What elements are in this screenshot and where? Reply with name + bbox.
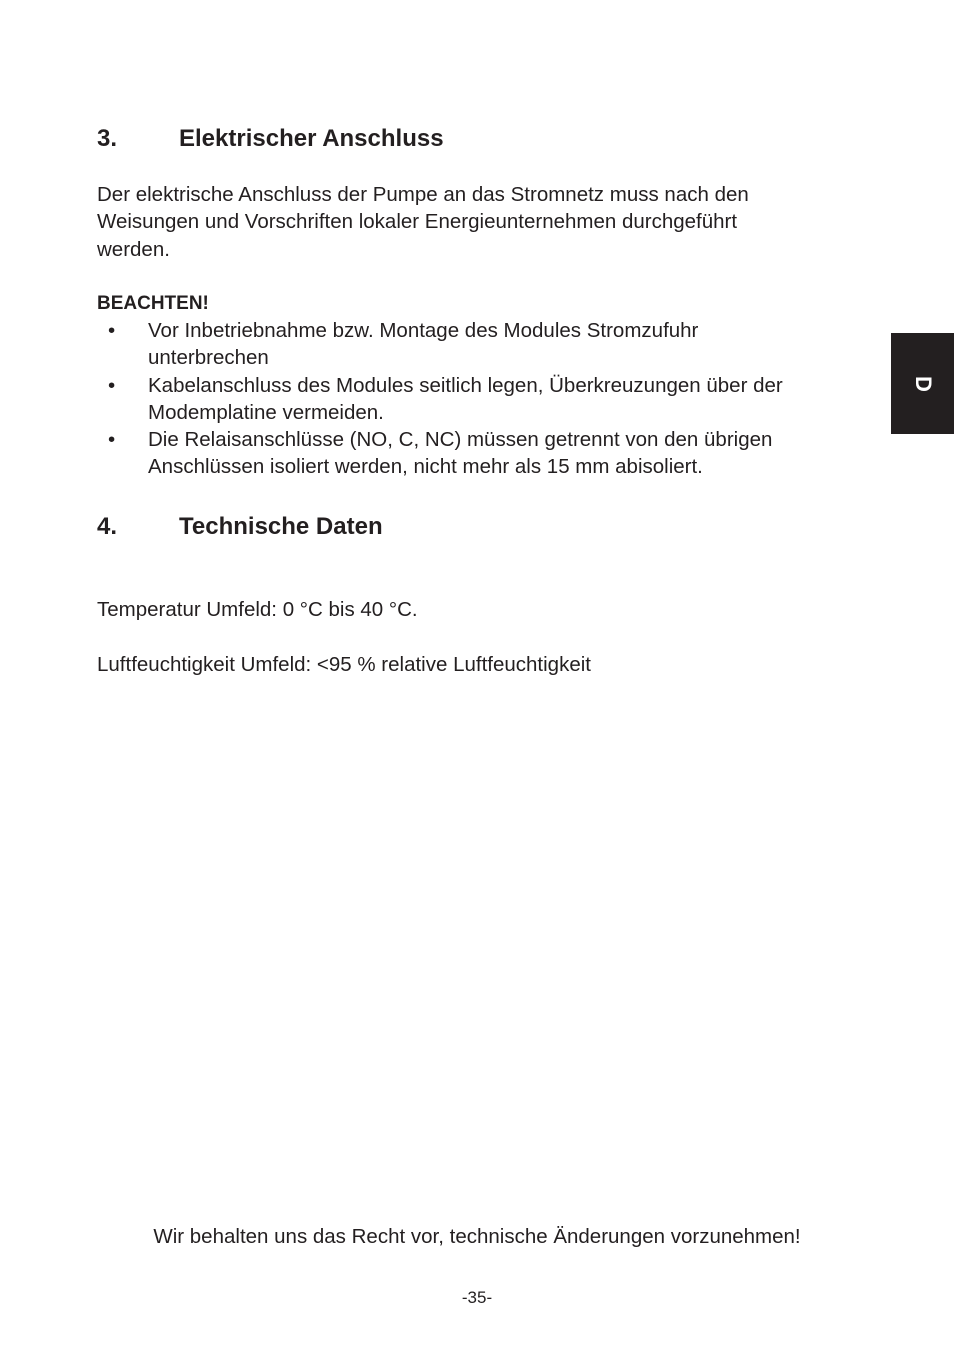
paragraph-line: werden. — [97, 237, 170, 261]
bullet-icon: • — [108, 428, 116, 452]
section-3-paragraph — [97, 181, 749, 263]
bullet-icon: • — [108, 373, 116, 397]
disclaimer-text: Wir behalten uns das Recht vor, technische Änderungen vorzunehmen! — [153, 1225, 801, 1248]
list-item-line: Kabelanschluss des Modules seitlich legen, Überkreuzungen über der — [148, 373, 783, 397]
paragraph-line: Der elektrische Anschluss der Pumpe an das Stromnetz muss nach den — [97, 183, 749, 206]
section-3-title: Elektrischer Anschluss — [179, 125, 444, 152]
section-3-number: 3. — [97, 125, 118, 152]
section-4-heading — [97, 512, 383, 542]
paragraph-line: Weisungen und Vorschriften lokaler Energieunternehmen durchgeführt — [97, 210, 738, 234]
list-item-line: Anschlüssen isoliert werden, nicht mehr als 15 mm abisoliert. — [148, 455, 703, 479]
page-number: -35- — [461, 1288, 493, 1307]
section-4-number: 4. — [97, 513, 118, 540]
list-item — [97, 426, 783, 481]
note-label: BEACHTEN! — [97, 293, 209, 314]
list-item-line: Vor Inbetriebnahme bzw. Montage des Modules Stromzufuhr — [148, 319, 699, 342]
language-tab — [891, 333, 954, 434]
list-item — [97, 372, 783, 427]
humidity-spec: Luftfeuchtigkeit Umfeld: <95 % relative Luftfeuchtigkeit — [97, 653, 591, 676]
list-item-line: unterbrechen — [148, 346, 269, 370]
temperature-spec: Temperatur Umfeld: 0 °C bis 40 °C. — [97, 598, 418, 621]
section-4-title: Technische Daten — [179, 513, 383, 540]
bullet-icon: • — [108, 319, 116, 342]
list-item-line: Die Relaisanschlüsse (NO, C, NC) müssen getrennt von den übrigen — [148, 428, 773, 452]
note-bullet-list — [97, 317, 783, 481]
section-3-heading — [97, 124, 444, 154]
list-item — [97, 317, 783, 372]
language-tab-label: D — [910, 375, 936, 392]
list-item-line: Modemplatine vermeiden. — [148, 400, 384, 424]
